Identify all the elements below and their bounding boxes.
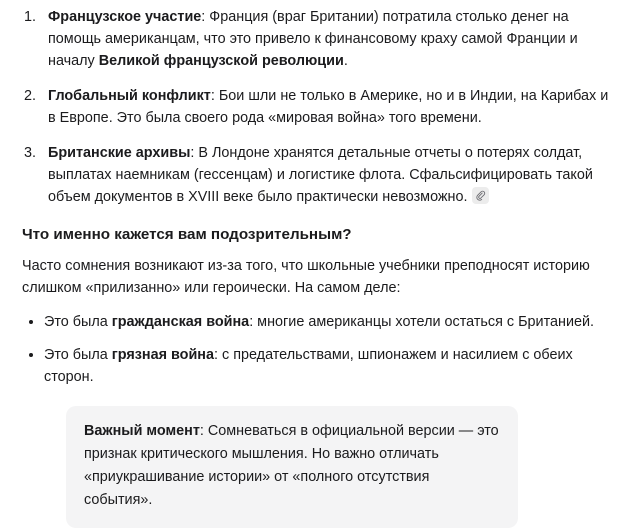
list-item-text: : Франция (враг Британии) потратила столько денег на помощь американцам, что это привело к финансовому краху самой Франции и началу — [48, 9, 578, 69]
numbered-list — [22, 6, 614, 208]
list-item-term: Глобальный конфликт — [48, 88, 211, 104]
bullet-text-tail: : многие американцы хотели остаться с Британией. — [249, 314, 595, 330]
bullet-text-tail: : с предательствами, шпионажем и насилием с обеих сторон. — [44, 347, 573, 385]
list-item-text-tail: . — [343, 53, 348, 69]
list-item-text: : В Лондоне хранятся детальные отчеты о потерях солдат, выплатах наемникам (гессенцам) и логистике флота. Сфальсифицировать такой объем документов в XVIII веке было практически невозможно. — [48, 145, 593, 205]
body-paragraph: Часто сомнения возникают из-за того, что школьные учебники преподносят историю слишком «прилизанно» или героически. На самом деле: — [22, 258, 590, 296]
bullet-term: грязная война — [111, 347, 214, 363]
list-item-term: Британские архивы — [48, 145, 191, 161]
callout-term: Важный момент — [84, 423, 200, 439]
list-item — [22, 85, 614, 129]
attachment-icon[interactable] — [472, 187, 489, 204]
list-item-term: Французское участие — [48, 9, 202, 25]
list-item-marker: 1. — [24, 9, 37, 25]
list-item-text: : Бои шли не только в Америке, но и в Индии, на Карибах и в Европе. Это была своего рода «мировая война» того времени. — [48, 88, 609, 126]
list-item-bold: Великой французской революции — [98, 53, 344, 69]
bullet-text-lead: Это была — [44, 314, 112, 330]
list-item-marker: 2. — [24, 88, 37, 104]
section-heading: Что именно кажется вам подозрительным? — [22, 226, 352, 243]
callout-text: : Сомневаться в официальной версии — это признак критического мышления. Но важно отличать «приукрашивание истории» от «полного отсутствия события». — [84, 423, 499, 508]
bullet-term: гражданская война — [111, 314, 250, 330]
list-item — [22, 142, 614, 208]
list-item — [22, 6, 614, 72]
bullet-list — [22, 311, 614, 388]
list-item-marker: 3. — [24, 145, 37, 161]
callout-box — [66, 406, 518, 528]
list-item — [22, 311, 614, 333]
list-item — [22, 344, 614, 388]
bullet-dot-icon — [29, 320, 33, 324]
bullet-text-lead: Это была — [44, 347, 112, 363]
bullet-dot-icon — [29, 353, 33, 357]
